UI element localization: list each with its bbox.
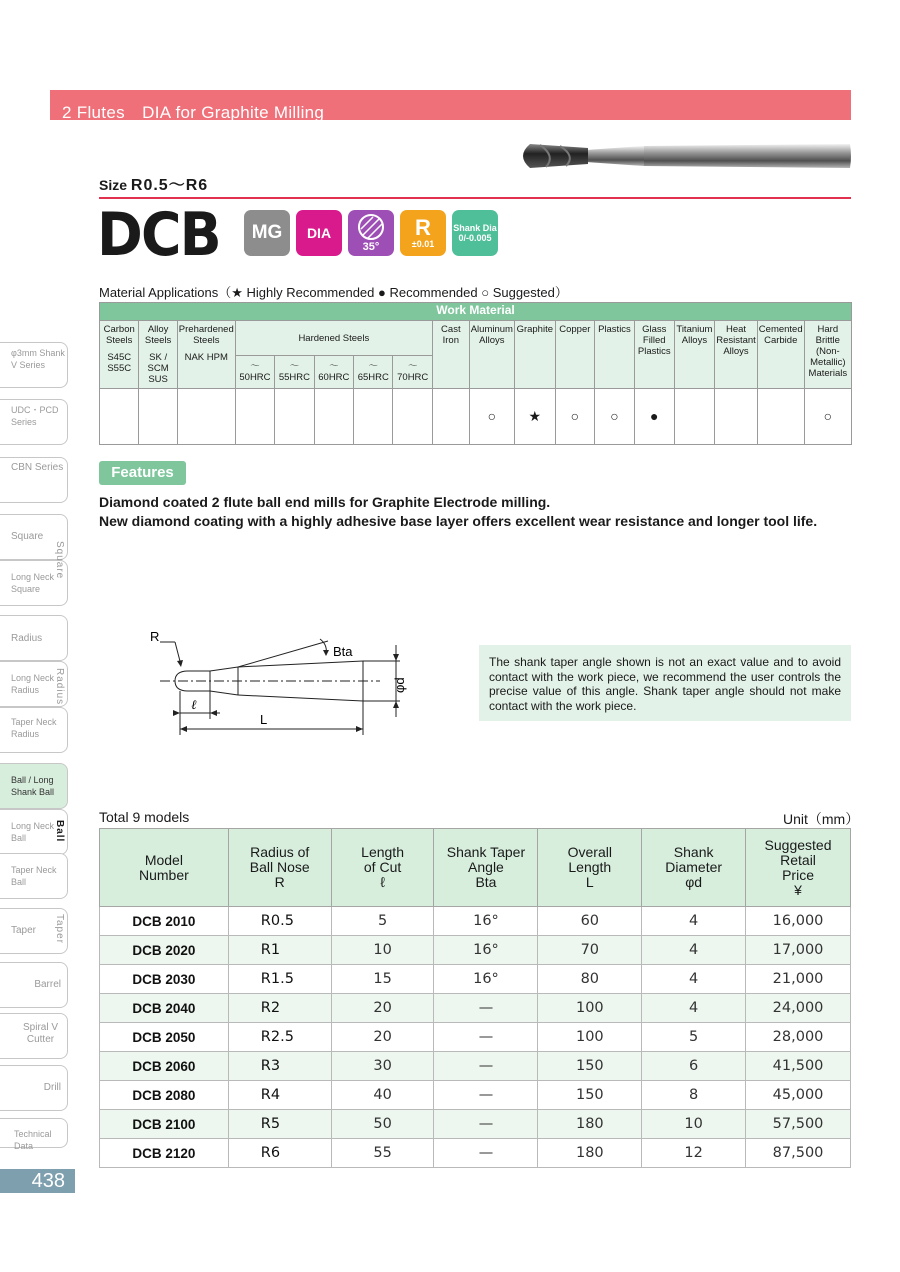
- label-overall-length: L: [260, 712, 268, 727]
- shank-diameter-cell: 5: [642, 1023, 746, 1052]
- col-overall-label: Overall Length: [567, 844, 612, 875]
- mark-cell: ★: [514, 389, 555, 445]
- ball-radius-cell: R6: [228, 1139, 331, 1168]
- mark-cell: [393, 389, 432, 445]
- sidebar-item-square[interactable]: Square: [0, 514, 68, 560]
- feature-line: Diamond coated 2 flute ball end mills for Graphite Electrode milling.: [99, 494, 551, 510]
- table-row: [100, 907, 851, 936]
- mark-cell: [100, 389, 139, 445]
- taper-angle-cell: —: [434, 1052, 538, 1081]
- col-taper-angle: [434, 829, 538, 907]
- col-shank-diameter: [642, 829, 746, 907]
- carbon-steels: [100, 321, 139, 389]
- shank-diameter-cell: 4: [642, 936, 746, 965]
- page-title: 2 Flutes DIA for Graphite Milling: [62, 103, 325, 122]
- table-row: [100, 936, 851, 965]
- alloy-label: Alloy Steels: [144, 324, 172, 346]
- overall-length-cell: 80: [538, 965, 642, 994]
- col-angle-symbol: Bta: [475, 874, 497, 890]
- col-price-label: Suggested Retail Price: [764, 836, 832, 883]
- category-square: Square: [54, 541, 65, 580]
- label-cut-length: ℓ: [191, 698, 197, 713]
- graphite: Graphite: [514, 321, 555, 389]
- price-cell: 16,000: [746, 907, 851, 936]
- page-number: 438: [0, 1169, 75, 1193]
- category-taper: Taper: [54, 914, 65, 945]
- aluminum-alloys: Aluminum Alloys: [469, 321, 514, 389]
- sidebar-item-3mm-shank-v[interactable]: φ3mm Shank V Series: [0, 342, 68, 388]
- shank-diameter-cell: 10: [642, 1110, 746, 1139]
- hrc-70: 〜70HRC: [393, 356, 432, 389]
- cut-length-cell: 50: [331, 1110, 434, 1139]
- prehard-grades: NAK HPM: [184, 352, 228, 363]
- mark-cell: [177, 389, 235, 445]
- label-bta: Bta: [333, 644, 353, 659]
- col-price-symbol: ¥: [794, 881, 802, 898]
- mark-cell: ○: [469, 389, 514, 445]
- sidebar-item-long-neck-ball[interactable]: Long Neck Ball: [0, 809, 68, 855]
- size-range: [99, 172, 208, 195]
- overall-length-cell: 180: [538, 1139, 642, 1168]
- shank-tolerance-badge: [452, 210, 498, 256]
- category-radius: Radius: [54, 668, 65, 706]
- taper-angle-cell: —: [434, 1110, 538, 1139]
- radius-tolerance: ±0.01: [411, 239, 435, 249]
- model-number-cell: DCB 2040: [100, 994, 229, 1023]
- hrc-60: 〜60HRC: [314, 356, 353, 389]
- mark-cell: [674, 389, 715, 445]
- model-number-cell: DCB 2010: [100, 907, 229, 936]
- cut-length-cell: 20: [331, 994, 434, 1023]
- ball-radius-cell: R0.5: [228, 907, 331, 936]
- overall-length-cell: 70: [538, 936, 642, 965]
- angle-value: 35°: [362, 241, 380, 253]
- col-length-of-cut: [331, 829, 434, 907]
- table-row: [100, 1052, 851, 1081]
- helix-icon: [354, 213, 388, 243]
- col-shank-symbol: φd: [685, 874, 703, 890]
- glass-filled-plastics: Glass Filled Plastics: [634, 321, 674, 389]
- mark-cell: [314, 389, 353, 445]
- price-cell: 17,000: [746, 936, 851, 965]
- price-cell: 87,500: [746, 1139, 851, 1168]
- table-row: [100, 1081, 851, 1110]
- ball-radius-cell: R4: [228, 1081, 331, 1110]
- taper-angle-cell: 16°: [434, 907, 538, 936]
- cut-length-cell: 5: [331, 907, 434, 936]
- alloy-steels: [139, 321, 177, 389]
- sidebar-item-long-neck-square[interactable]: Long Neck Square: [0, 560, 68, 606]
- carbon-grades: S45C S55C: [107, 352, 132, 374]
- col-shank-label: Shank Diameter: [665, 844, 723, 875]
- material-legend: Material Applications（★ Highly Recommended ● Recommended ○ Suggested）: [99, 285, 568, 300]
- radius-symbol: R: [415, 215, 431, 240]
- sidebar-item-taper-neck-radius[interactable]: Taper Neck Radius: [0, 707, 68, 753]
- heat-resistant-alloys: Heat Resistant Alloys: [715, 321, 758, 389]
- col-model: [100, 829, 229, 907]
- table-row: [100, 1139, 851, 1168]
- sidebar-item-radius[interactable]: Radius: [0, 615, 68, 661]
- ball-radius-cell: R2: [228, 994, 331, 1023]
- material-table: [99, 302, 852, 445]
- shank-diameter-cell: 4: [642, 994, 746, 1023]
- copper: Copper: [555, 321, 594, 389]
- prehardened-steels: [177, 321, 235, 389]
- ball-radius-cell: R5: [228, 1110, 331, 1139]
- mark-cell: [354, 389, 393, 445]
- alloy-grades: SK / SCM SUS: [147, 352, 169, 385]
- label-r: R: [150, 629, 160, 644]
- features-tag: Features: [99, 461, 186, 485]
- mark-cell: [139, 389, 177, 445]
- mark-cell: [275, 389, 314, 445]
- model-count: Total 9 models: [99, 809, 190, 825]
- shank-label: Shank Dia: [453, 223, 497, 233]
- cut-length-cell: 15: [331, 965, 434, 994]
- sidebar-item-taper[interactable]: Taper: [0, 908, 68, 954]
- price-cell: 45,000: [746, 1081, 851, 1110]
- model-number-cell: DCB 2080: [100, 1081, 229, 1110]
- mg-badge: MG: [244, 210, 290, 256]
- taper-angle-cell: —: [434, 1139, 538, 1168]
- cut-length-cell: 40: [331, 1081, 434, 1110]
- model-number-cell: DCB 2120: [100, 1139, 229, 1168]
- divider: [99, 197, 851, 199]
- sidebar-item-spiral-v-cutter[interactable]: Spiral V Cutter: [0, 1013, 68, 1059]
- category-ball: Ball: [54, 820, 65, 843]
- mark-cell: [432, 389, 469, 445]
- cemented-carbide: Cemented Carbide: [757, 321, 804, 389]
- shank-tolerance: 0/-0.005: [458, 233, 492, 243]
- taper-angle-note: The shank taper angle shown is not an exact value and to avoid contact with the work piece, we recommend the user controls the precise value of this angle. Shank taper angle should not make contact with the work piece.: [479, 645, 851, 721]
- col-radius-label: Radius of Ball Nose: [249, 844, 310, 875]
- overall-length-cell: 150: [538, 1052, 642, 1081]
- price-cell: 21,000: [746, 965, 851, 994]
- models-body: [100, 907, 851, 1168]
- sidebar-item-drill[interactable]: Drill: [0, 1065, 68, 1111]
- prehard-label: Prehardened Steels: [178, 324, 234, 346]
- sidebar-item-udc-pcd[interactable]: UDC・PCD Series: [0, 399, 68, 445]
- titanium-alloys: Titanium Alloys: [674, 321, 715, 389]
- table-row: [100, 1023, 851, 1052]
- price-cell: 57,500: [746, 1110, 851, 1139]
- sidebar-item-barrel[interactable]: Barrel: [0, 962, 68, 1008]
- models-table: [99, 828, 851, 1168]
- col-angle-label: Shank Taper Angle: [446, 844, 526, 875]
- features-text: [99, 493, 817, 531]
- spec-badges: [244, 210, 498, 256]
- price-cell: 24,000: [746, 994, 851, 1023]
- ball-radius-cell: R3: [228, 1052, 331, 1081]
- table-row: [100, 1110, 851, 1139]
- hrc-55: 〜55HRC: [275, 356, 314, 389]
- mark-cell: ●: [634, 389, 674, 445]
- shank-diameter-cell: 8: [642, 1081, 746, 1110]
- cut-length-cell: 30: [331, 1052, 434, 1081]
- hrc-50: 〜50HRC: [235, 356, 274, 389]
- price-cell: 28,000: [746, 1023, 851, 1052]
- col-model-label: Model Number: [138, 851, 189, 883]
- col-length-symbol: ℓ: [380, 874, 385, 890]
- taper-angle-cell: —: [434, 1081, 538, 1110]
- taper-angle-cell: 16°: [434, 936, 538, 965]
- product-code: DCB: [97, 200, 220, 270]
- overall-length-cell: 60: [538, 907, 642, 936]
- mark-cell: [715, 389, 758, 445]
- shank-diameter-cell: 12: [642, 1139, 746, 1168]
- model-number-cell: DCB 2100: [100, 1110, 229, 1139]
- overall-length-cell: 150: [538, 1081, 642, 1110]
- mark-cell: [757, 389, 804, 445]
- cut-length-cell: 55: [331, 1139, 434, 1168]
- plastics: Plastics: [595, 321, 635, 389]
- unit-label: Unit（mm）: [783, 811, 860, 827]
- hardened-steels: Hardened Steels: [235, 321, 432, 356]
- work-material-header: Work Material: [100, 303, 852, 321]
- mark-cell: ○: [804, 389, 851, 445]
- model-number-cell: DCB 2020: [100, 936, 229, 965]
- size-value: R0.5〜R6: [130, 177, 209, 194]
- model-number-cell: DCB 2060: [100, 1052, 229, 1081]
- overall-length-cell: 100: [538, 1023, 642, 1052]
- carbon-label: Carbon Steels: [103, 324, 135, 346]
- taper-angle-cell: —: [434, 994, 538, 1023]
- hard-brittle-materials: Hard Brittle (Non-Metallic) Materials: [804, 321, 851, 389]
- shank-diameter-cell: 4: [642, 907, 746, 936]
- col-radius-symbol: R: [274, 874, 285, 890]
- size-label: Size: [99, 177, 128, 193]
- ball-radius-cell: R1.5: [228, 965, 331, 994]
- helix-angle-badge: [348, 210, 394, 256]
- hrc-65: 〜65HRC: [354, 356, 393, 389]
- sidebar-item-technical-data[interactable]: Technical Data: [0, 1118, 68, 1148]
- col-overall-symbol: L: [585, 874, 594, 890]
- col-length-label: Length of Cut: [361, 844, 404, 875]
- col-radius: [228, 829, 331, 907]
- sidebar-item-cbn[interactable]: CBN Series: [0, 457, 68, 503]
- radius-tolerance-badge: [400, 210, 446, 256]
- dia-coating-badge: DIA: [296, 210, 342, 256]
- taper-angle-cell: —: [434, 1023, 538, 1052]
- price-cell: 41,500: [746, 1052, 851, 1081]
- mark-cell: ○: [595, 389, 635, 445]
- taper-angle-cell: 16°: [434, 965, 538, 994]
- overall-length-cell: 180: [538, 1110, 642, 1139]
- mark-cell: [235, 389, 274, 445]
- overall-length-cell: 100: [538, 994, 642, 1023]
- shank-diameter-cell: 6: [642, 1052, 746, 1081]
- shank-diameter-cell: 4: [642, 965, 746, 994]
- col-price: [746, 829, 851, 907]
- ball-radius-cell: R2.5: [228, 1023, 331, 1052]
- ball-radius-cell: R1: [228, 936, 331, 965]
- cut-length-cell: 10: [331, 936, 434, 965]
- sidebar-item-ball[interactable]: Ball / Long Shank Ball: [0, 763, 68, 809]
- cast-iron: Cast Iron: [432, 321, 469, 389]
- feature-line: New diamond coating with a highly adhesive base layer offers excellent wear resistance and longer tool life.: [99, 513, 818, 529]
- sidebar-item-long-neck-radius[interactable]: Long Neck Radius: [0, 661, 68, 707]
- tool-dimension-diagram: [130, 625, 420, 745]
- mark-cell: ○: [555, 389, 594, 445]
- sidebar-item-taper-neck-ball[interactable]: Taper Neck Ball: [0, 853, 68, 899]
- cut-length-cell: 20: [331, 1023, 434, 1052]
- model-number-cell: DCB 2030: [100, 965, 229, 994]
- label-shank-diameter: φd: [392, 677, 407, 693]
- model-number-cell: DCB 2050: [100, 1023, 229, 1052]
- table-row: [100, 994, 851, 1023]
- table-row: [100, 965, 851, 994]
- end-mill-image: [516, 136, 852, 176]
- recommendation-row: [100, 389, 852, 445]
- header-banner: [50, 90, 851, 120]
- col-overall-length: [538, 829, 642, 907]
